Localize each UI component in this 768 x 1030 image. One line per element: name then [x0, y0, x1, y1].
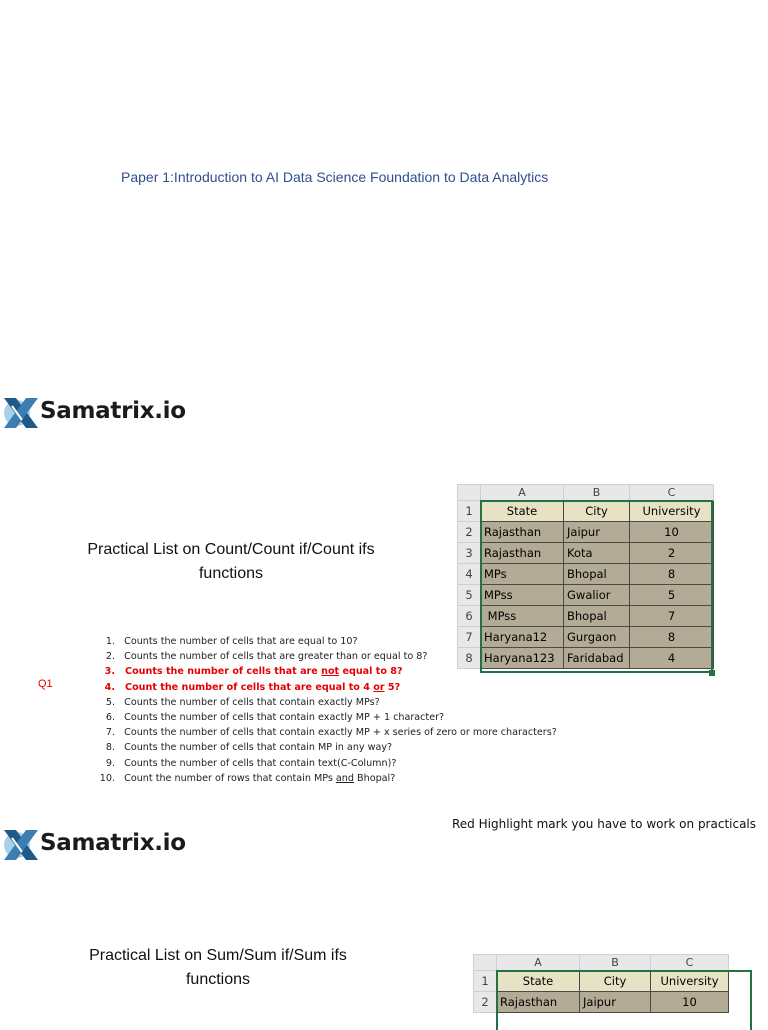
list-item: 9. Counts the number of cells that contain text(C-Column)?	[105, 757, 397, 769]
cell-state[interactable]: Haryana123	[481, 648, 564, 669]
list-item: 8. Counts the number of cells that contain MP in any way?	[105, 742, 393, 754]
section1-title	[52, 538, 410, 586]
row-number[interactable]: 2	[458, 522, 481, 543]
cell-state[interactable]: Haryana12	[481, 627, 564, 648]
brand-logo	[2, 826, 187, 866]
fill-handle[interactable]	[709, 670, 715, 676]
list-item: 4. Count the number of cells that are equal to 4 or 5?	[104, 681, 401, 693]
section2-title	[48, 944, 388, 992]
col-header-b[interactable]: B	[580, 955, 651, 971]
list-item: 2. Counts the number of cells that are greater than or equal to 8?	[105, 651, 428, 663]
section2-title-line2: functions	[185, 971, 251, 988]
row-number[interactable]: 5	[458, 585, 481, 606]
row-number[interactable]: 1	[474, 971, 497, 992]
header-cell-university[interactable]: University	[651, 971, 729, 992]
cell-university[interactable]: 10	[630, 522, 714, 543]
brand-logo	[2, 394, 187, 434]
select-all-corner[interactable]	[474, 955, 497, 971]
header-cell-state[interactable]: State	[497, 971, 580, 992]
section2-title-line1: Practical List on Sum/Sum if/Sum ifs	[89, 947, 347, 964]
select-all-corner[interactable]	[458, 485, 481, 501]
cell-state[interactable]: Rajasthan	[497, 992, 580, 1013]
col-header-a[interactable]: A	[497, 955, 580, 971]
col-header-a[interactable]: A	[481, 485, 564, 501]
cell-city[interactable]: Gurgaon	[564, 627, 630, 648]
row-number[interactable]: 4	[458, 564, 481, 585]
cell-university[interactable]: 5	[630, 585, 714, 606]
row-number[interactable]: 7	[458, 627, 481, 648]
header-cell-state[interactable]: State	[481, 501, 564, 522]
cell-university[interactable]: 8	[630, 564, 714, 585]
question-label: Q1	[38, 678, 53, 690]
paper-title: Paper 1:Introduction to AI Data Science Foundation to Data Analytics	[121, 169, 549, 185]
cell-university[interactable]: 8	[630, 627, 714, 648]
cell-university[interactable]: 2	[630, 543, 714, 564]
list-item: 3. Counts the number of cells that are not equal to 8?	[104, 666, 403, 678]
question-list	[92, 634, 557, 786]
col-header-b[interactable]: B	[564, 485, 630, 501]
header-cell-city[interactable]: City	[580, 971, 651, 992]
cell-city[interactable]: Kota	[564, 543, 630, 564]
header-cell-university[interactable]: University	[630, 501, 714, 522]
cell-city[interactable]: Jaipur	[564, 522, 630, 543]
cell-state[interactable]: MPss	[481, 606, 564, 627]
brand-name: Samatrix.io	[40, 398, 186, 424]
section1-title-line1: Practical List on Count/Count if/Count ifs	[87, 541, 375, 558]
brand-name: Samatrix.io	[40, 830, 186, 856]
row-number[interactable]: 8	[458, 648, 481, 669]
cell-university[interactable]: 7	[630, 606, 714, 627]
list-item: 7. Counts the number of cells that contain exactly MP + x series of zero or more characters?	[105, 727, 557, 739]
row-number[interactable]: 1	[458, 501, 481, 522]
cell-city[interactable]: Bhopal	[564, 564, 630, 585]
x-logo-icon	[2, 394, 40, 432]
list-item: 5. Counts the number of cells that contain exactly MPs?	[105, 696, 380, 708]
col-header-c[interactable]: C	[651, 955, 729, 971]
row-number[interactable]: 3	[458, 543, 481, 564]
list-item: 1. Counts the number of cells that are equal to 10?	[105, 636, 358, 647]
row-number[interactable]: 6	[458, 606, 481, 627]
cell-city[interactable]: Faridabad	[564, 648, 630, 669]
row-number[interactable]: 2	[474, 992, 497, 1013]
cell-city[interactable]: Jaipur	[580, 992, 651, 1013]
cell-state[interactable]: Rajasthan	[481, 522, 564, 543]
cell-city[interactable]: Gwalior	[564, 585, 630, 606]
cell-state[interactable]: Rajasthan	[481, 543, 564, 564]
cell-city[interactable]: Bhopal	[564, 606, 630, 627]
header-cell-city[interactable]: City	[564, 501, 630, 522]
cell-university[interactable]: 4	[630, 648, 714, 669]
cell-university[interactable]: 10	[651, 992, 729, 1013]
col-header-c[interactable]: C	[630, 485, 714, 501]
highlight-note: Red Highlight mark you have to work on practicals	[452, 817, 757, 831]
cell-state[interactable]: MPs	[481, 564, 564, 585]
selection-border	[496, 970, 752, 1030]
cell-state[interactable]: MPss	[481, 585, 564, 606]
spreadsheet-2	[473, 954, 729, 1013]
list-item: 6. Counts the number of cells that contain exactly MP + 1 character?	[105, 712, 445, 724]
section1-title-line2: functions	[198, 565, 264, 582]
x-logo-icon	[2, 826, 40, 864]
list-item: 10. Count the number of rows that contain MPs and Bhopal?	[99, 772, 396, 784]
